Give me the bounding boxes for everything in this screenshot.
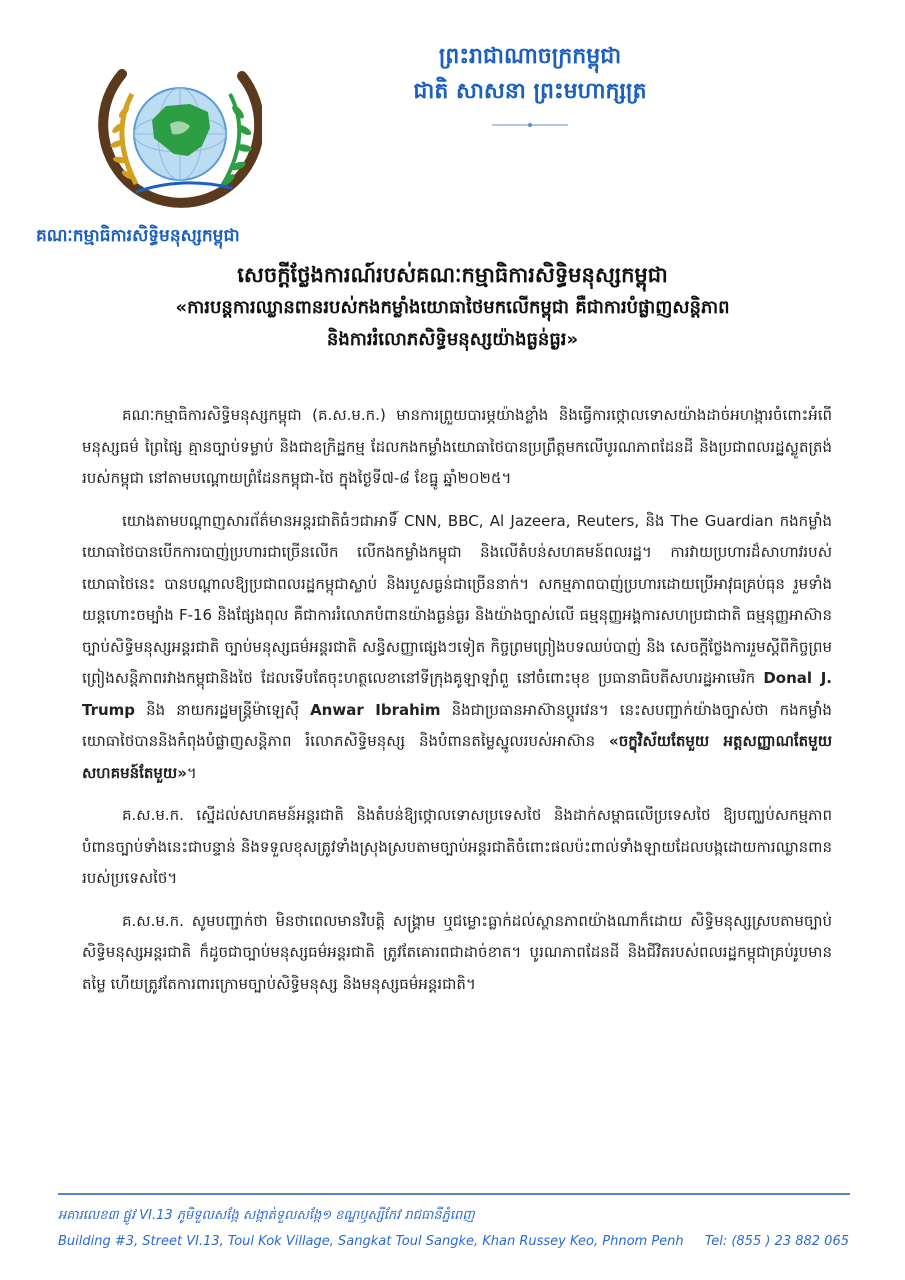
footer-address-english: Building #3, Street VI.13, Toul Kok Village, Sangkat Toul Sangke, Khan Russey Keo, Phnom Penh [58,1234,684,1249]
name-anwar: Anwar Ibrahim [310,700,441,719]
motto-kingdom: ព្រះរាជាណាចក្រកម្ពុជា [438,44,622,69]
title-line-2: «ការបន្តការឈ្លានពានរបស់កងកម្លាំងយោធាថៃមកលើកម្ពុជា គឺជាការបំផ្លាញសន្តិភាព [175,297,730,318]
footer-telephone: Tel: (855 ) 23 882 065 [704,1234,849,1249]
title-line-1: សេចក្តីថ្លែងការណ៍របស់គណៈកម្មាធិការសិទ្ធិមនុស្សកម្ពុជា [237,263,668,287]
title-line-3: និងការរំលោភសិទ្ធិមនុស្សយ៉ាងធ្ងន់ធ្ងរ» [326,329,579,350]
paragraph-1: គណៈកម្មាធិការសិទ្ធិមនុស្សកម្ពុជា (គ.ស.ម.ក.) មានការព្រួយបារម្ភយ៉ាងខ្លាំង និងធ្វើការថ្កោលទោសយ៉ាងដាច់អហង្ការចំពោះអំពើមនុស្សធម៌ ព្រៃផ្សៃ គ្មានច្បាប់ទម្លាប់ និងជាឧក្រិដ្ឋកម្ម ដែលកងកម្លាំងយោធាថៃបានប្រព្រឹត្តមកលើបូរណភាពដែនដី និងប្រជាពលរដ្ឋស្លូតត្រង់របស់កម្ពុជា នៅតាមបណ្តោយព្រំដែនកម្ពុជា-ថៃ ក្នុងថ្ងៃទី៧-៨ ខែធ្នូ ឆ្នាំ២០២៥។ [82,406,832,487]
statement-body [82,400,832,1011]
paragraph-2-text-c: និងជាប្រធានអាស៊ានប្តូរវេន។ នេះសបញ្ជាក់យ៉ាងច្បាស់ថា កងកម្លាំងយោធាថៃបាននិងកំពុងបំផ្លាញសន្តិភាព រំលោភសិទ្ធិមនុស្ស និងបំពានតម្លៃស្នូលរបស់អាស៊ាន [82,700,832,750]
statement-title [100,258,805,356]
paragraph-3: គ.ស.ម.ក. ស្នើដល់សហគមន៍អន្តរជាតិ និងតំបន់ឱ្យថ្កោលទោសប្រទេសថៃ និងដាក់សម្ពាធលើប្រទេសថៃ ឱ្យបញ្ឈប់សកម្មភាពបំពានច្បាប់ទាំងនេះជាបន្ទាន់ និងទទួលខុសត្រូវទាំងស្រុងស្របតាមច្បាប់អន្តរជាតិចំពោះផលប៉ះពាល់ទាំងឡាយដែលបង្កដោយការឈ្លានពានរបស់ប្រទេសថៃ។ [82,806,832,887]
organization-logo [92,54,262,219]
paragraph-2 [82,506,832,790]
asean-motto: «ចក្ខុវិស័យតែមួយ អត្តសញ្ញាណតែមួយ សហគមន៍តែមួយ» [82,732,832,782]
paragraph-2-text-b: និង នាយករដ្ឋមន្ត្រីម៉ាឡេស៊ី [146,700,299,719]
name-trump: Donal J. Trump [82,669,832,719]
paragraph-2-text-a: យោងតាមបណ្តាញសារព័ត៌មានអន្តរជាតិធំៗជាអាទិ៍ CNN, BBC, Al Jazeera, Reuters, និង The Guardian កងកម្លាំងយោធាថៃបានបើកការបាញ់ប្រហារជាច្រើនលើក លើកងកម្លាំងកម្ពុជា និងលើតំបន់សហគមន៍ពលរដ្ឋ។ ការវាយប្រហារដ៏សាហាវរបស់យោធាថៃនេះ បានបណ្តាលឱ្យប្រជាពលរដ្ឋកម្ពុជាស្លាប់ និងរបួសធ្ងន់ជាច្រើននាក់។ សកម្មភាពបាញ់ប្រហារដោយប្រើអាវុធគ្រប់ធុន រួមទាំងយន្តហោះចម្បាំង F-16 និងផ្សែងពុល គឺជាការរំលោភបំពានយ៉ាងធ្ងន់ធ្ងរ និងយ៉ាងច្បាស់លើ ធម្មនុញ្ញអង្គការសហប្រជាជាតិ ធម្មនុញ្ញអាស៊ាន ច្បាប់សិទ្ធិមនុស្សអន្តរជាតិ ច្បាប់មនុស្សធម៌អន្តរជាតិ សន្ធិសញ្ញាផ្សេងៗទៀត កិច្ចព្រមព្រៀងបទឈប់បាញ់ និង សេចក្តីថ្លែងការរួមស្តីពីកិច្ចព្រមព្រៀងសន្តិភាពរវាងកម្ពុជានិងថៃ ដែលទើបតែចុះហត្ថលេខានៅទីក្រុងគូឡាឡាំពួ នៅចំពោះមុខ ប្រធានាធិបតីសហរដ្ឋអាមេរិក [82,511,832,687]
footer-address-khmer: អគារលេខ៣ ផ្លូវ VI.13 ភូមិទួលសង្កែ សង្កាត់ទួលសង្កែ១ ខណ្ឌឫស្សីកែវ រាជធានីភ្នំពេញ [58,1208,475,1223]
royal-motto [300,40,760,130]
paragraph-2-end: ។ [186,763,197,782]
paragraph-4: គ.ស.ម.ក. សូមបញ្ជាក់ថា មិនថាពេលមានវិបត្តិ សង្គ្រាម ឬជម្លោះធ្លាក់ដល់ស្ថានភាពយ៉ាងណាក៏ដោយ សិទ្ធិមនុស្សស្របតាមច្បាប់សិទ្ធិមនុស្សអន្តរជាតិ ក៏ដូចជាច្បាប់មនុស្សធម៌អន្តរជាតិ ត្រូវតែគោរពជាដាច់ខាត។ បូរណភាពដែនដី និងជីវិតរបស់ពលរដ្ឋកម្ពុជាគ្រប់រូបមានតម្លៃ ហើយត្រូវតែការពារក្រោមច្បាប់សិទ្ធិមនុស្ស និងមនុស្សធម៌អន្តរជាតិ។ [82,911,832,993]
chrc-logo-icon [92,54,262,219]
ornament-divider-icon [490,120,570,130]
motto-nation-religion-king: ជាតិ សាសនា ព្រះមហាក្សត្រ [413,79,647,104]
organization-name: គណៈកម្មាធិការសិទ្ធិមនុស្សកម្ពុជា [36,226,240,246]
footer-divider [58,1193,850,1195]
